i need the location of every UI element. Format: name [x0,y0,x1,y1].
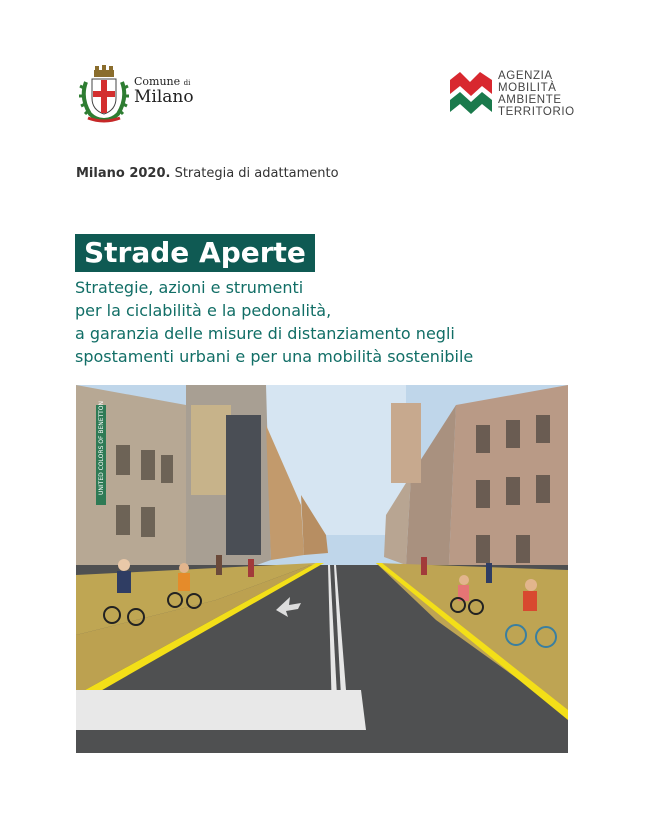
amat-line: AGENZIA [498,70,553,82]
comune-label: Comune di [134,75,191,88]
amat-line: TERRITORIO [498,106,575,118]
description-line: a garanzia delle misure di distanziamento negli [75,324,455,343]
page-title: Strade Aperte [75,234,315,272]
description-line: Strategie, azioni e strumenti [75,278,304,297]
document-subtitle [76,166,339,181]
amat-mark-icon [450,72,496,116]
shop-sign-text: UNITED COLORS OF BENETTON [98,401,105,495]
description-line: spostamenti urbani e per una mobilità sostenibile [75,347,474,366]
comune-di-milano-logo [78,64,198,126]
street-illustration [76,385,568,753]
milano-label: Milano [134,87,194,107]
subtitle-bold: Milano 2020. [76,166,171,181]
street-photo [76,385,568,753]
amat-line: AMBIENTE [498,94,562,106]
description-line: per la ciclabilità e la pedonalità, [75,301,332,320]
amat-logo [450,70,575,120]
milano-coat-of-arms-icon [78,64,130,124]
description-block [75,276,473,368]
subtitle-rest: Strategia di adattamento [170,166,339,181]
amat-line: MOBILITÀ [498,82,557,94]
